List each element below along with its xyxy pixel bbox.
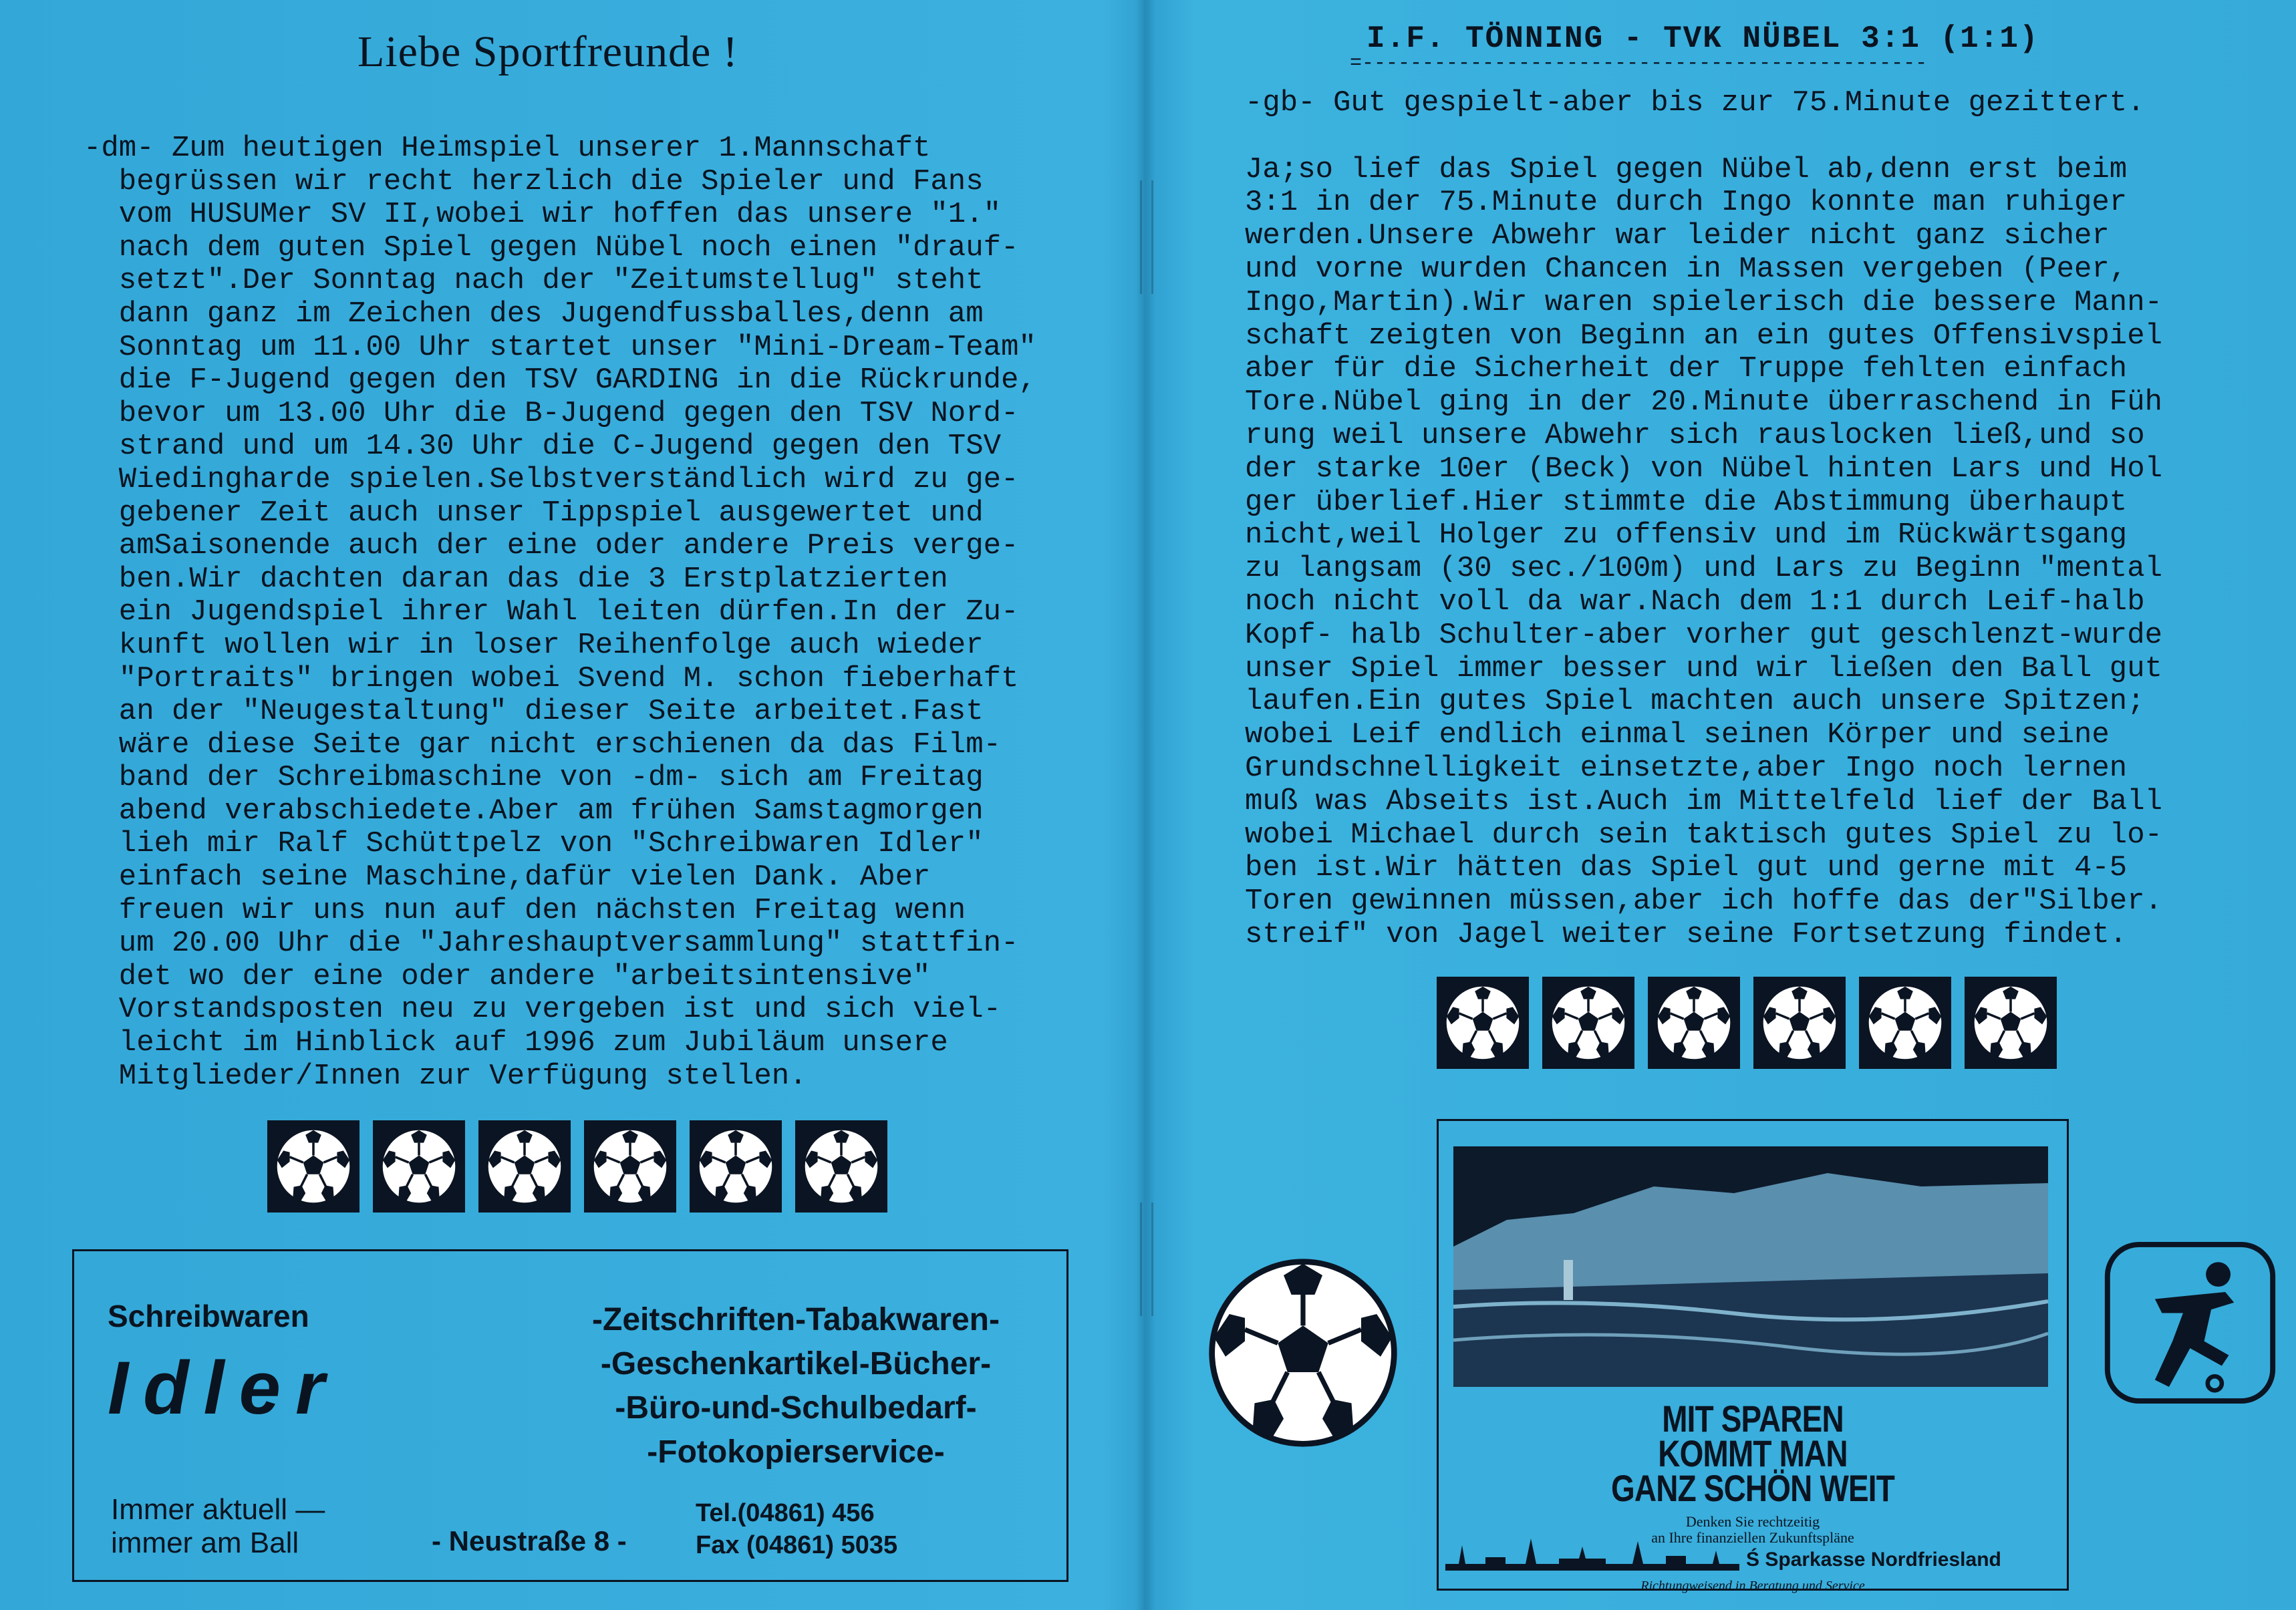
ad-tel: Tel.(04861) 456 — [696, 1499, 875, 1527]
left-page-title: Liebe Sportfreunde ! — [357, 27, 738, 76]
text-line: Ja;so lief das Spiel gegen Nübel ab,denn erst beim — [1245, 152, 2128, 186]
ball-tile — [584, 1120, 676, 1213]
left-article-text — [84, 132, 1036, 1093]
text-line: ben ist.Wir hätten das Spiel gut und gerne mit 4-5 — [1245, 851, 2128, 885]
right-page — [1153, 0, 2296, 1610]
soccer-ball-icon — [1549, 983, 1628, 1062]
text-line: Vorstandsposten neu zu vergeben ist und sich viel- — [84, 993, 1002, 1027]
text-line: wobei Michael durch sein taktisch gutes Spiel zu lo- — [1245, 818, 2163, 852]
text-line: Toren gewinnen müssen,aber ich hoffe das der"Silber. — [1245, 884, 2163, 919]
ball-tile — [1753, 977, 1846, 1069]
text-line: muß was Abseits ist.Auch im Mittelfeld lief der Ball — [1245, 784, 2163, 818]
match-title: I.F. TÖNNING - TVK NÜBEL 3:1 (1:1) — [1367, 21, 2039, 56]
text-line: werden.Unsere Abwehr war leider nicht ganz sicher — [1245, 219, 2110, 253]
text-line: die F-Jugend gegen den TSV GARDING in die Rückrunde, — [84, 363, 1036, 397]
coast-photo — [1453, 1146, 2048, 1387]
ad-slogan-line-1: Immer aktuell — — [111, 1493, 325, 1526]
text-line: Wiedingharde spielen.Selbstverständlich wird zu ge- — [84, 462, 1019, 496]
text-line — [1245, 120, 2162, 154]
text-line: streif" von Jagel weiter seine Fortsetzung findet. — [1245, 917, 2128, 951]
text-line: ger überlief.Hier stimmte die Abstimmung überhaupt — [1245, 485, 2128, 519]
ad-sparkasse-tagline: Richtungweisend in Beratung und Service — [1640, 1579, 1865, 1593]
bank-name: Sparkasse Nordfriesland — [1765, 1549, 2001, 1571]
ad-slogan-line-2: immer am Ball — [111, 1526, 299, 1559]
title-underline: =----------------------------------------------- — [1350, 52, 1928, 75]
soccer-ball-icon — [1760, 983, 1839, 1062]
text-line: freuen wir uns nun auf den nächsten Freitag wenn — [84, 893, 966, 927]
text-line: vom HUSUMer SV II,wobei wir hoffen das unsere "1." — [84, 198, 1002, 232]
soccer-ball-icon — [1655, 983, 1733, 1062]
text-line: Grundschnelligkeit einsetzte,aber Ingo noch lernen — [1245, 751, 2128, 785]
ad-idler-name: Schreibwaren — [108, 1299, 309, 1333]
text-line: unser Spiel immer besser und wir ließen den Ball gut — [1245, 651, 2163, 685]
ad-service-line: -Geschenkartikel-Bücher- — [600, 1346, 992, 1382]
text-line: -dm- Zum heutigen Heimspiel unserer 1.Mannschaft — [84, 132, 931, 165]
text-line: kunft wollen wir in loser Reihenfolge auch wieder — [84, 628, 984, 662]
soccer-ball-icon — [591, 1127, 670, 1206]
text-line: nach dem guten Spiel gegen Nübel noch einen "drauf- — [84, 230, 1019, 265]
ad-schreibwaren-idler — [72, 1249, 1068, 1582]
ad-sparkasse-headline — [1495, 1398, 2011, 1509]
soccer-ball-icon — [380, 1127, 458, 1206]
text-line: einfach seine Maschine,dafür vielen Dank. Aber — [84, 860, 931, 895]
ad-service-line: -Fotokopierservice- — [647, 1434, 945, 1470]
text-line: an der "Neugestaltung" dieser Seite arbeitet.Fast — [84, 695, 984, 729]
text-line: zu langsam (30 sec./100m) und Lars zu Beginn "mental — [1245, 552, 2163, 586]
soccer-ball-icon — [1443, 983, 1522, 1062]
text-line: und vorne wurden Chancen in Massen vergeben (Peer, — [1245, 252, 2128, 286]
text-line: leicht im Hinblick auf 1996 zum Jubiläum unsere — [84, 1026, 948, 1060]
ad-sparkasse-bank — [1746, 1549, 2001, 1571]
text-line: "Portraits" bringen wobei Svend M. schon fieberhaft — [84, 661, 1019, 695]
soccer-ball-icon — [802, 1127, 881, 1206]
soccer-ball-icon — [1206, 1256, 1400, 1450]
headline-line-1: MIT SPAREN — [1662, 1398, 1844, 1440]
soccer-ball-icon — [696, 1127, 775, 1206]
text-line: band der Schreibmaschine von -dm- sich am Freitag — [84, 761, 984, 795]
text-line: -gb- Gut gespielt-aber bis zur 75.Minute gezittert. — [1245, 86, 2145, 120]
subtext-line-2: an Ihre finanziellen Zukunftspläne — [1651, 1529, 1854, 1546]
soccer-ball-icon — [485, 1127, 564, 1206]
ball-tile — [478, 1120, 571, 1213]
left-page — [0, 0, 1143, 1610]
ball-tile — [1965, 977, 2057, 1069]
headline-line-3: GANZ SCHÖN WEIT — [1611, 1467, 1894, 1509]
ad-service-line: -Zeitschriften-Tabakwaren- — [592, 1302, 1000, 1337]
text-line: dann ganz im Zeichen des Jugendfussballes,denn am — [84, 297, 984, 331]
text-line: ein Jugendspiel ihrer Wahl leiten dürfen.In der Zu- — [84, 595, 1019, 629]
ball-tile — [690, 1120, 782, 1213]
ad-idler-slogan — [111, 1493, 325, 1560]
text-line: rung weil unsere Abwehr sich rauslocken ließ,und so — [1245, 418, 2145, 452]
soccer-ball-icon — [1866, 983, 1945, 1062]
text-line: gebener Zeit auch unser Tippspiel ausgewertet und — [84, 496, 984, 530]
text-line: Mitglieder/Innen zur Verfügung stellen. — [84, 1059, 807, 1093]
text-line: ben.Wir dachten daran das die 3 Erstplatzierten — [84, 562, 948, 596]
text-line: begrüssen wir recht herzlich die Spieler und Fans — [84, 164, 984, 198]
right-ball-row — [1437, 977, 2070, 1069]
subtext-line-1: Denken Sie rechtzeitig — [1685, 1513, 1820, 1530]
right-article-text — [1245, 87, 2162, 952]
ad-idler-address: - Neustraße 8 - — [432, 1525, 627, 1557]
ball-tile — [1437, 977, 1529, 1069]
ad-service-line: -Büro-und-Schulbedarf- — [615, 1390, 977, 1426]
text-line: amSaisonende auch der eine oder andere Preis verge- — [84, 529, 1019, 563]
text-line: der starke 10er (Beck) von Nübel hinten Lars und Hol — [1245, 452, 2163, 486]
text-line: Kopf- halb Schulter-aber vorher gut geschlenzt-wurde — [1245, 618, 2163, 652]
text-line: um 20.00 Uhr die "Jahreshauptversammlung" stattfin- — [84, 927, 1019, 961]
text-line: Sonntag um 11.00 Uhr startet unser "Mini-Dream-Team" — [84, 330, 1036, 364]
text-line: nicht,weil Holger zu offensiv und im Rückwärtsgang — [1245, 518, 2128, 552]
soccer-ball-icon — [1971, 983, 2050, 1062]
text-line: 3:1 in der 75.Minute durch Ingo konnte man ruhiger — [1245, 186, 2128, 220]
text-line: schaft zeigten von Beginn an ein gutes Offensivspiel — [1245, 319, 2163, 353]
text-line: wäre diese Seite gar nicht erschienen da das Film- — [84, 728, 1002, 762]
text-line: det wo der eine oder andere "arbeitsintensive" — [84, 959, 931, 993]
text-line: bevor um 13.00 Uhr die B-Jugend gegen den TSV Nord- — [84, 396, 1019, 430]
text-line: aber für die Sicherheit der Truppe fehlten einfach — [1245, 352, 2128, 386]
ball-tile — [373, 1120, 465, 1213]
ball-tile — [267, 1120, 360, 1213]
text-line: laufen.Ein gutes Spiel machten auch unsere Spitzen; — [1245, 685, 2145, 719]
ball-tile — [1542, 977, 1634, 1069]
ball-tile — [795, 1120, 887, 1213]
text-line: Ingo,Martin).Wir waren spielerisch die bessere Mann- — [1245, 285, 2163, 319]
text-line: lieh mir Ralf Schüttpelz von "Schreibwaren Idler" — [84, 827, 984, 861]
text-line: strand und um 14.30 Uhr die C-Jugend gegen den TSV — [84, 430, 1002, 464]
ad-fax: Fax (04861) 5035 — [696, 1531, 898, 1559]
ball-tile — [1648, 977, 1740, 1069]
town-skyline — [1445, 1532, 1739, 1572]
left-ball-row — [267, 1120, 901, 1213]
ad-sparkasse — [1437, 1119, 2069, 1591]
text-line: Tore.Nübel ging in der 20.Minute überraschend in Füh — [1245, 385, 2163, 420]
ad-idler-brand: Idler — [108, 1346, 339, 1430]
soccer-ball-icon — [274, 1127, 353, 1206]
ad-idler-services — [542, 1298, 1050, 1474]
football-player-icon — [2102, 1239, 2279, 1406]
ad-idler-contact — [696, 1497, 897, 1561]
headline-line-2: KOMMT MAN — [1658, 1432, 1848, 1474]
ball-tile — [1859, 977, 1951, 1069]
text-line: setzt".Der Sonntag nach der "Zeitumstellug" steht — [84, 264, 984, 298]
text-line: noch nicht voll da war.Nach dem 1:1 durch Leif-halb — [1245, 585, 2145, 619]
text-line: abend verabschiedete.Aber am frühen Samstagmorgen — [84, 794, 984, 828]
sparkasse-logo-icon: Ś — [1746, 1549, 1765, 1571]
text-line: wobei Leif endlich einmal seinen Körper und seine — [1245, 718, 2110, 752]
